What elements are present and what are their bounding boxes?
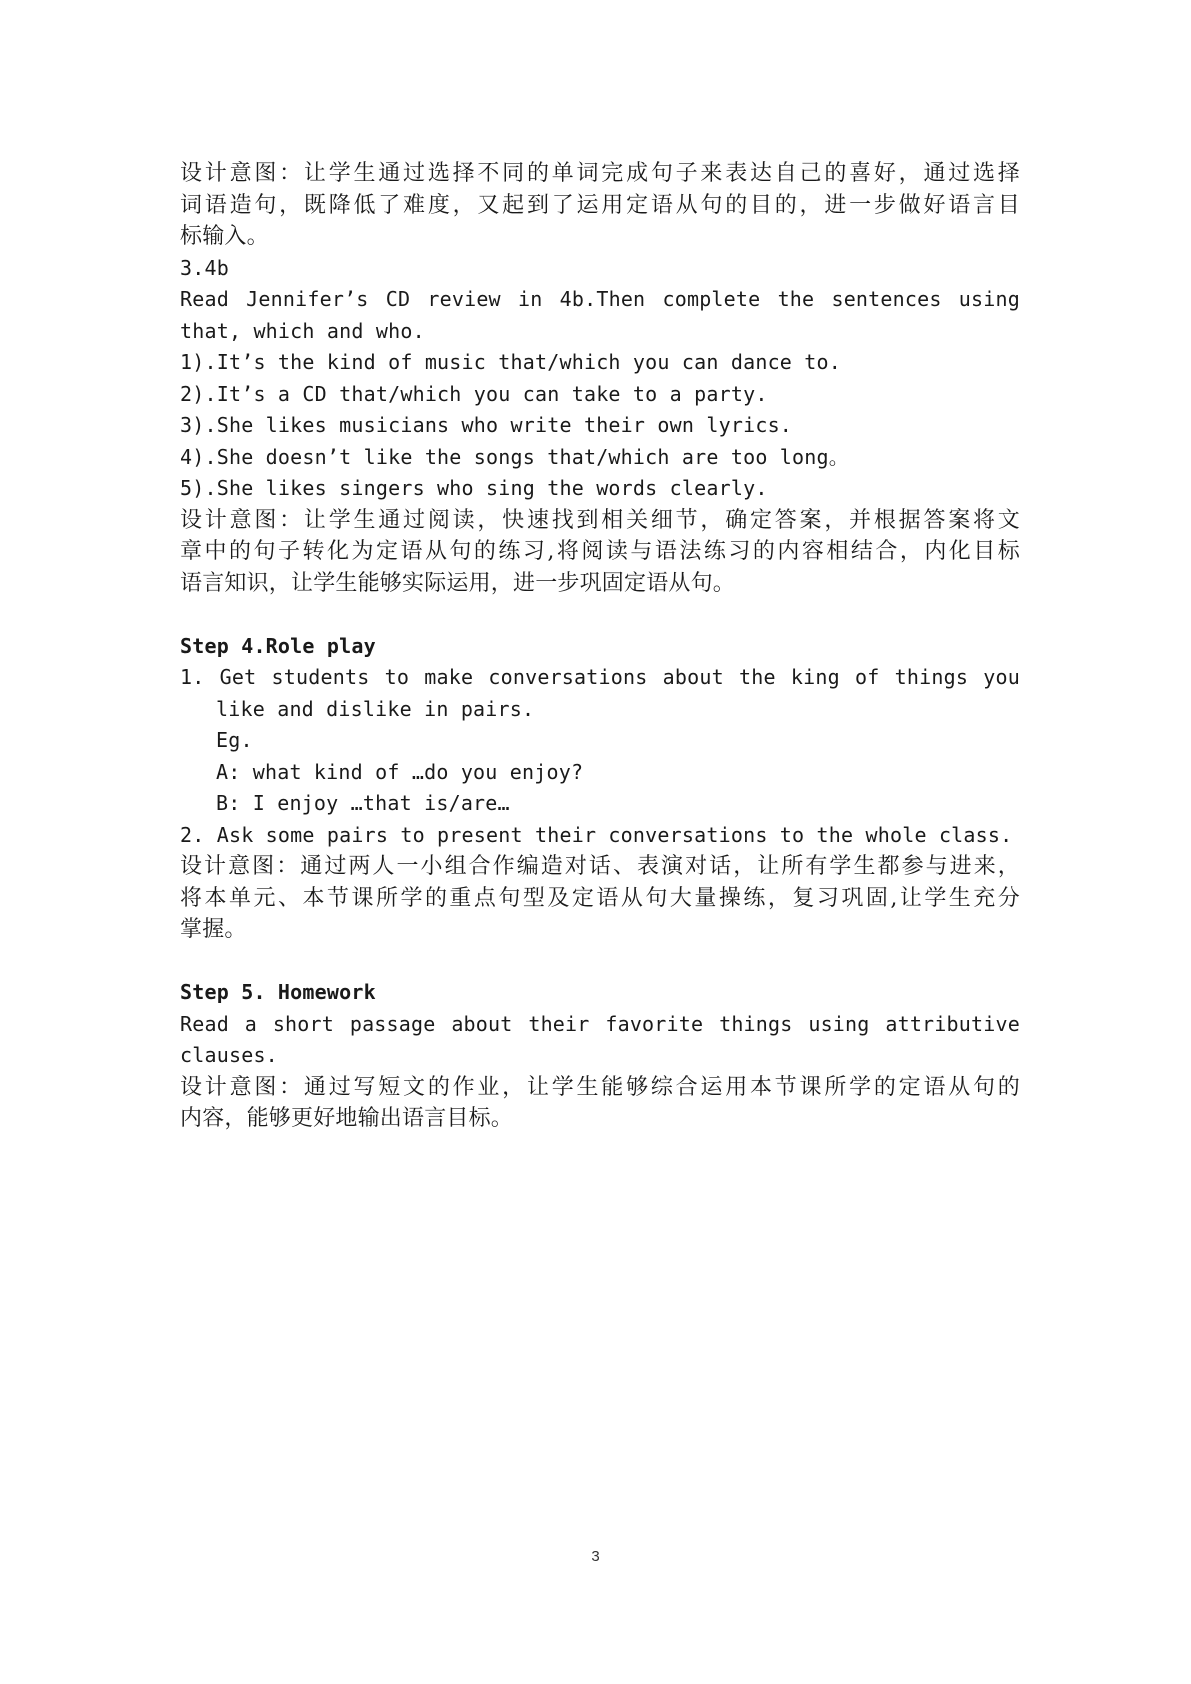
- text-line: 章中的句子转化为定语从句的练习,将阅读与语法练习的内容相结合，内化目标: [180, 539, 1020, 564]
- document-body: [180, 158, 1020, 1135]
- text-line: Read Jennifer’s CD review in 4b.Then complete the sentences using: [180, 287, 1020, 311]
- text-line: 将本单元、本节课所学的重点句型及定语从句大量操练，复习巩固,让学生充分: [180, 885, 1020, 911]
- text-line: 内容，能够更好地输出语言目标。: [180, 1106, 514, 1131]
- step4-item-2: 2. Ask some pairs to present their conversations to the whole class.: [180, 822, 1013, 847]
- list-item: 5).She likes singers who sing the words clearly.: [180, 476, 768, 500]
- section-label: 3.4b: [180, 255, 229, 280]
- example-line-a: A: what kind of …do you enjoy?: [216, 759, 584, 784]
- text-line: 设计意图：让学生通过选择不同的单词完成句子来表达自己的喜好，通过选择: [180, 161, 1020, 186]
- homework-paragraph: [180, 1009, 1020, 1072]
- text-line: 设计意图：让学生通过阅读，快速找到相关细节，确定答案，并根据答案将文: [180, 507, 1020, 533]
- text-line: Read a short passage about their favorite things using attributive: [180, 1011, 1020, 1036]
- step4-item-1: [180, 662, 1020, 820]
- design-intent-paragraph-2: [180, 505, 1020, 600]
- example-label: Eg.: [216, 728, 253, 752]
- list-item: 3).She likes musicians who write their own lyrics.: [180, 413, 793, 437]
- text-line: 掌握。: [180, 917, 247, 942]
- text-line: 语言知识，让学生能够实际运用，进一步巩固定语从句。: [180, 570, 736, 596]
- spacer: [180, 946, 1020, 978]
- text-line: clauses.: [180, 1043, 278, 1067]
- text-line: 设计意图：通过写短文的作业，让学生能够综合运用本节课所学的定语从句的: [180, 1074, 1020, 1100]
- text-line: 设计意图：通过两人一小组合作编造对话、表演对话，让所有学生都参与进来，: [180, 854, 1020, 879]
- text-line: like and dislike in pairs.: [216, 696, 535, 721]
- sentence-list: [180, 347, 1020, 505]
- design-intent-paragraph-3: [180, 851, 1020, 946]
- step4-heading: Step 4.Role play: [180, 633, 376, 658]
- design-intent-paragraph-1: [180, 158, 1020, 253]
- page-number: 3: [591, 1548, 600, 1565]
- text-line: 词语造句，既降低了难度，又起到了运用定语从句的目的，进一步做好语言目: [180, 192, 1020, 218]
- list-item: 2).It’s a CD that/which you can take to a party.: [180, 381, 768, 406]
- example-line-b: B: I enjoy …that is/are…: [216, 791, 510, 815]
- list-item: 1).It’s the kind of music that/which you can dance to.: [180, 350, 842, 374]
- list-item: 4).She doesn’t like the songs that/which are too long。: [180, 444, 849, 469]
- text-line: 标输入。: [180, 224, 269, 249]
- text-line: that, which and who.: [180, 318, 425, 343]
- instruction-paragraph: [180, 284, 1020, 347]
- step5-heading: Step 5. Homework: [180, 980, 376, 1004]
- spacer: [180, 599, 1020, 631]
- text-line: 1. Get students to make conversations about the king of things you: [180, 665, 1020, 689]
- design-intent-paragraph-4: [180, 1072, 1020, 1135]
